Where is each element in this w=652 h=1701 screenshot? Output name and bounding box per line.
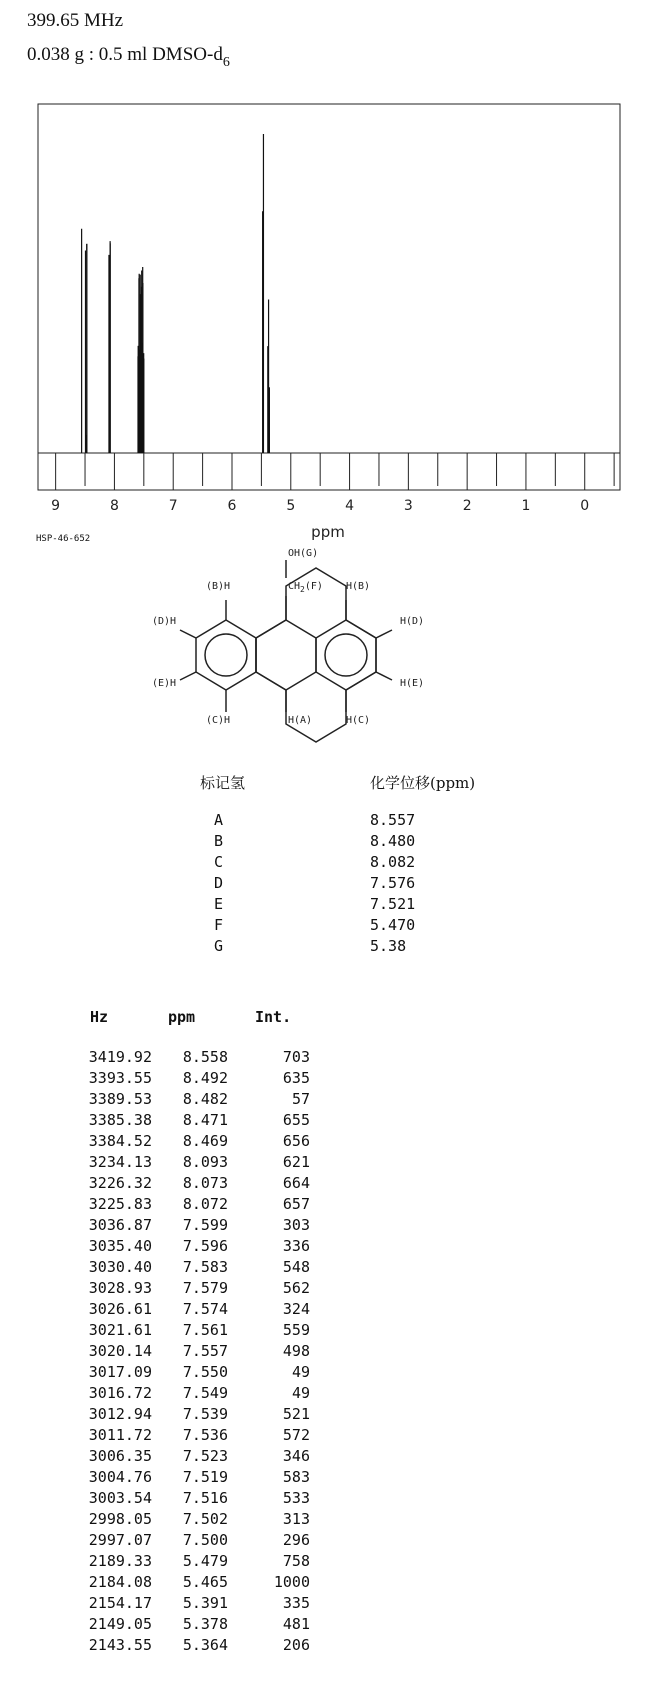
peak-intensity: 324	[282, 1300, 310, 1318]
sample-text: 0.038 g : 0.5 ml DMSO-d	[27, 44, 223, 65]
peak-hz: 2149.05	[88, 1615, 152, 1633]
peak-intensity: 703	[282, 1048, 310, 1066]
peak-intensity: 49	[291, 1363, 310, 1381]
peak-hz: 3028.93	[88, 1279, 152, 1297]
peak-ppm: 7.599	[182, 1216, 228, 1234]
x-tick-label: 1	[521, 498, 531, 514]
peak-ppm: 7.583	[182, 1258, 228, 1276]
peak-ppm: 7.502	[182, 1510, 228, 1528]
assignment-label: A	[214, 811, 224, 829]
label-d-right: H(D)	[400, 616, 425, 627]
label-c-left: (C)H	[206, 715, 231, 726]
peak-hz: 3226.32	[88, 1174, 152, 1192]
peak-hz: 3017.09	[88, 1363, 152, 1381]
assignment-shift: 8.082	[370, 853, 416, 871]
peak-ppm: 7.574	[182, 1300, 228, 1318]
x-tick-label: 5	[286, 498, 296, 514]
assignment-shift: 7.576	[370, 874, 416, 892]
peak-ppm: 5.479	[182, 1552, 228, 1570]
assignment-label: E	[214, 895, 224, 913]
peak-hz: 3384.52	[88, 1132, 152, 1150]
peak-intensity: 57	[291, 1090, 310, 1108]
label-b-right: H(B)	[346, 581, 371, 592]
x-tick-label: 9	[51, 498, 61, 514]
peak-ppm: 7.549	[182, 1384, 228, 1402]
peak-hz: 2154.17	[88, 1594, 152, 1612]
peak-header-ppm: ppm	[168, 1008, 196, 1026]
label-ch2-sub: 2	[300, 585, 305, 594]
assignment-shift: 8.480	[370, 832, 416, 850]
peak-hz: 3026.61	[88, 1300, 152, 1318]
peak-ppm: 8.558	[182, 1048, 228, 1066]
nmr-spectrum-chart	[0, 0, 652, 540]
assignment-label: B	[214, 832, 224, 850]
peak-intensity: 49	[291, 1384, 310, 1402]
peak-hz: 2184.08	[88, 1573, 152, 1591]
peak-intensity: 621	[282, 1153, 310, 1171]
peak-ppm: 7.516	[182, 1489, 228, 1507]
peak-intensity: 296	[282, 1531, 310, 1549]
x-tick-label: 2	[462, 498, 472, 514]
x-axis-label: ppm	[311, 523, 345, 540]
peak-intensity: 335	[282, 1594, 310, 1612]
label-ch2-tail: (F)	[304, 581, 323, 592]
label-b-left: (B)H	[206, 581, 231, 592]
peak-intensity: 498	[282, 1342, 310, 1360]
peak-ppm: 7.500	[182, 1531, 228, 1549]
peak-ppm: 7.539	[182, 1405, 228, 1423]
peak-ppm: 7.579	[182, 1279, 228, 1297]
peak-hz: 3036.87	[88, 1216, 152, 1234]
peak-header-hz: Hz	[90, 1008, 109, 1026]
peak-hz: 2998.05	[88, 1510, 152, 1528]
peak-intensity: 664	[282, 1174, 310, 1192]
assignment-shift: 5.470	[370, 916, 416, 934]
peak-ppm: 5.465	[182, 1573, 228, 1591]
peak-intensity: 572	[282, 1426, 310, 1444]
assignment-label: G	[214, 937, 224, 955]
peak-ppm: 7.550	[182, 1363, 228, 1381]
peak-ppm: 5.391	[182, 1594, 228, 1612]
peak-hz: 3225.83	[88, 1195, 152, 1213]
peak-ppm: 7.519	[182, 1468, 228, 1486]
x-tick-label: 3	[403, 498, 413, 514]
peak-intensity: 657	[282, 1195, 310, 1213]
assignment-label: F	[214, 916, 224, 934]
label-d-left: (D)H	[152, 616, 177, 627]
assignment-shift-header: 化学位移(ppm)	[370, 774, 476, 792]
peak-intensity: 346	[282, 1447, 310, 1465]
peak-hz: 3012.94	[88, 1405, 152, 1423]
peak-hz: 3016.72	[88, 1384, 152, 1402]
peak-ppm: 5.364	[182, 1636, 228, 1654]
peak-hz: 2143.55	[88, 1636, 152, 1654]
peak-ppm: 7.523	[182, 1447, 228, 1465]
spectrum-code: HSP-46-652	[36, 534, 91, 544]
assignment-label: D	[214, 874, 224, 892]
x-tick-label: 0	[580, 498, 590, 514]
peak-ppm: 7.557	[182, 1342, 228, 1360]
peak-hz: 3006.35	[88, 1447, 152, 1465]
peak-intensity: 583	[282, 1468, 310, 1486]
peak-intensity: 303	[282, 1216, 310, 1234]
peak-intensity: 548	[282, 1258, 310, 1276]
peak-intensity: 336	[282, 1237, 310, 1255]
peak-ppm: 7.596	[182, 1237, 228, 1255]
peak-hz: 3385.38	[88, 1111, 152, 1129]
peak-hz: 2997.07	[88, 1531, 152, 1549]
peak-hz: 3030.40	[88, 1258, 152, 1276]
label-e-right: H(E)	[400, 678, 425, 689]
x-tick-label: 6	[227, 498, 237, 514]
peak-ppm: 8.492	[182, 1069, 228, 1087]
peak-ppm: 8.469	[182, 1132, 228, 1150]
peak-hz: 3389.53	[88, 1090, 152, 1108]
assignment-label-header: 标记氢	[200, 774, 246, 792]
peak-ppm: 7.536	[182, 1426, 228, 1444]
peak-ppm: 5.378	[182, 1615, 228, 1633]
peak-intensity: 635	[282, 1069, 310, 1087]
spectrometer-frequency: 399.65 MHz	[27, 10, 124, 31]
label-ch2	[288, 581, 323, 594]
structure-labels	[150, 548, 490, 760]
label-c-right: H(C)	[346, 715, 371, 726]
assignment-shift: 7.521	[370, 895, 416, 913]
sample-subscript: 6	[222, 55, 230, 70]
tick-labels	[51, 498, 589, 514]
peak-intensity: 758	[282, 1552, 310, 1570]
assignment-shift: 8.557	[370, 811, 416, 829]
label-oh: OH(G)	[288, 548, 319, 559]
label-e-left: (E)H	[152, 678, 177, 689]
peak-hz: 2189.33	[88, 1552, 152, 1570]
assignment-shift: 5.38	[370, 937, 407, 955]
peak-hz: 3035.40	[88, 1237, 152, 1255]
peak-ppm: 8.072	[182, 1195, 228, 1213]
peak-hz: 3003.54	[88, 1489, 152, 1507]
x-tick-label: 8	[109, 498, 119, 514]
label-a: H(A)	[288, 715, 313, 726]
assignment-label: C	[214, 853, 224, 871]
peak-hz: 3419.92	[88, 1048, 152, 1066]
plot-frame	[38, 104, 620, 490]
peak-intensity: 533	[282, 1489, 310, 1507]
peak-hz: 3020.14	[88, 1342, 152, 1360]
peak-intensity: 656	[282, 1132, 310, 1150]
peak-hz: 3393.55	[88, 1069, 152, 1087]
x-tick-label: 4	[345, 498, 355, 514]
peak-intensity: 206	[282, 1636, 310, 1654]
peak-hz: 3011.72	[88, 1426, 152, 1444]
label-ch2-text: CH	[288, 581, 301, 592]
peak-intensity: 655	[282, 1111, 310, 1129]
peak-lines	[82, 134, 270, 453]
peak-ppm: 8.073	[182, 1174, 228, 1192]
peak-intensity: 562	[282, 1279, 310, 1297]
peak-ppm: 8.093	[182, 1153, 228, 1171]
peak-intensity: 559	[282, 1321, 310, 1339]
peak-hz: 3004.76	[88, 1468, 152, 1486]
peak-ppm: 7.561	[182, 1321, 228, 1339]
peak-intensity: 1000	[273, 1573, 310, 1591]
peak-hz: 3021.61	[88, 1321, 152, 1339]
peak-intensity: 521	[282, 1405, 310, 1423]
peak-header-int: Int.	[255, 1008, 292, 1026]
x-tick-label: 7	[168, 498, 178, 514]
peak-ppm: 8.482	[182, 1090, 228, 1108]
peak-hz: 3234.13	[88, 1153, 152, 1171]
peak-intensity: 481	[282, 1615, 310, 1633]
peak-ppm: 8.471	[182, 1111, 228, 1129]
peak-intensity: 313	[282, 1510, 310, 1528]
